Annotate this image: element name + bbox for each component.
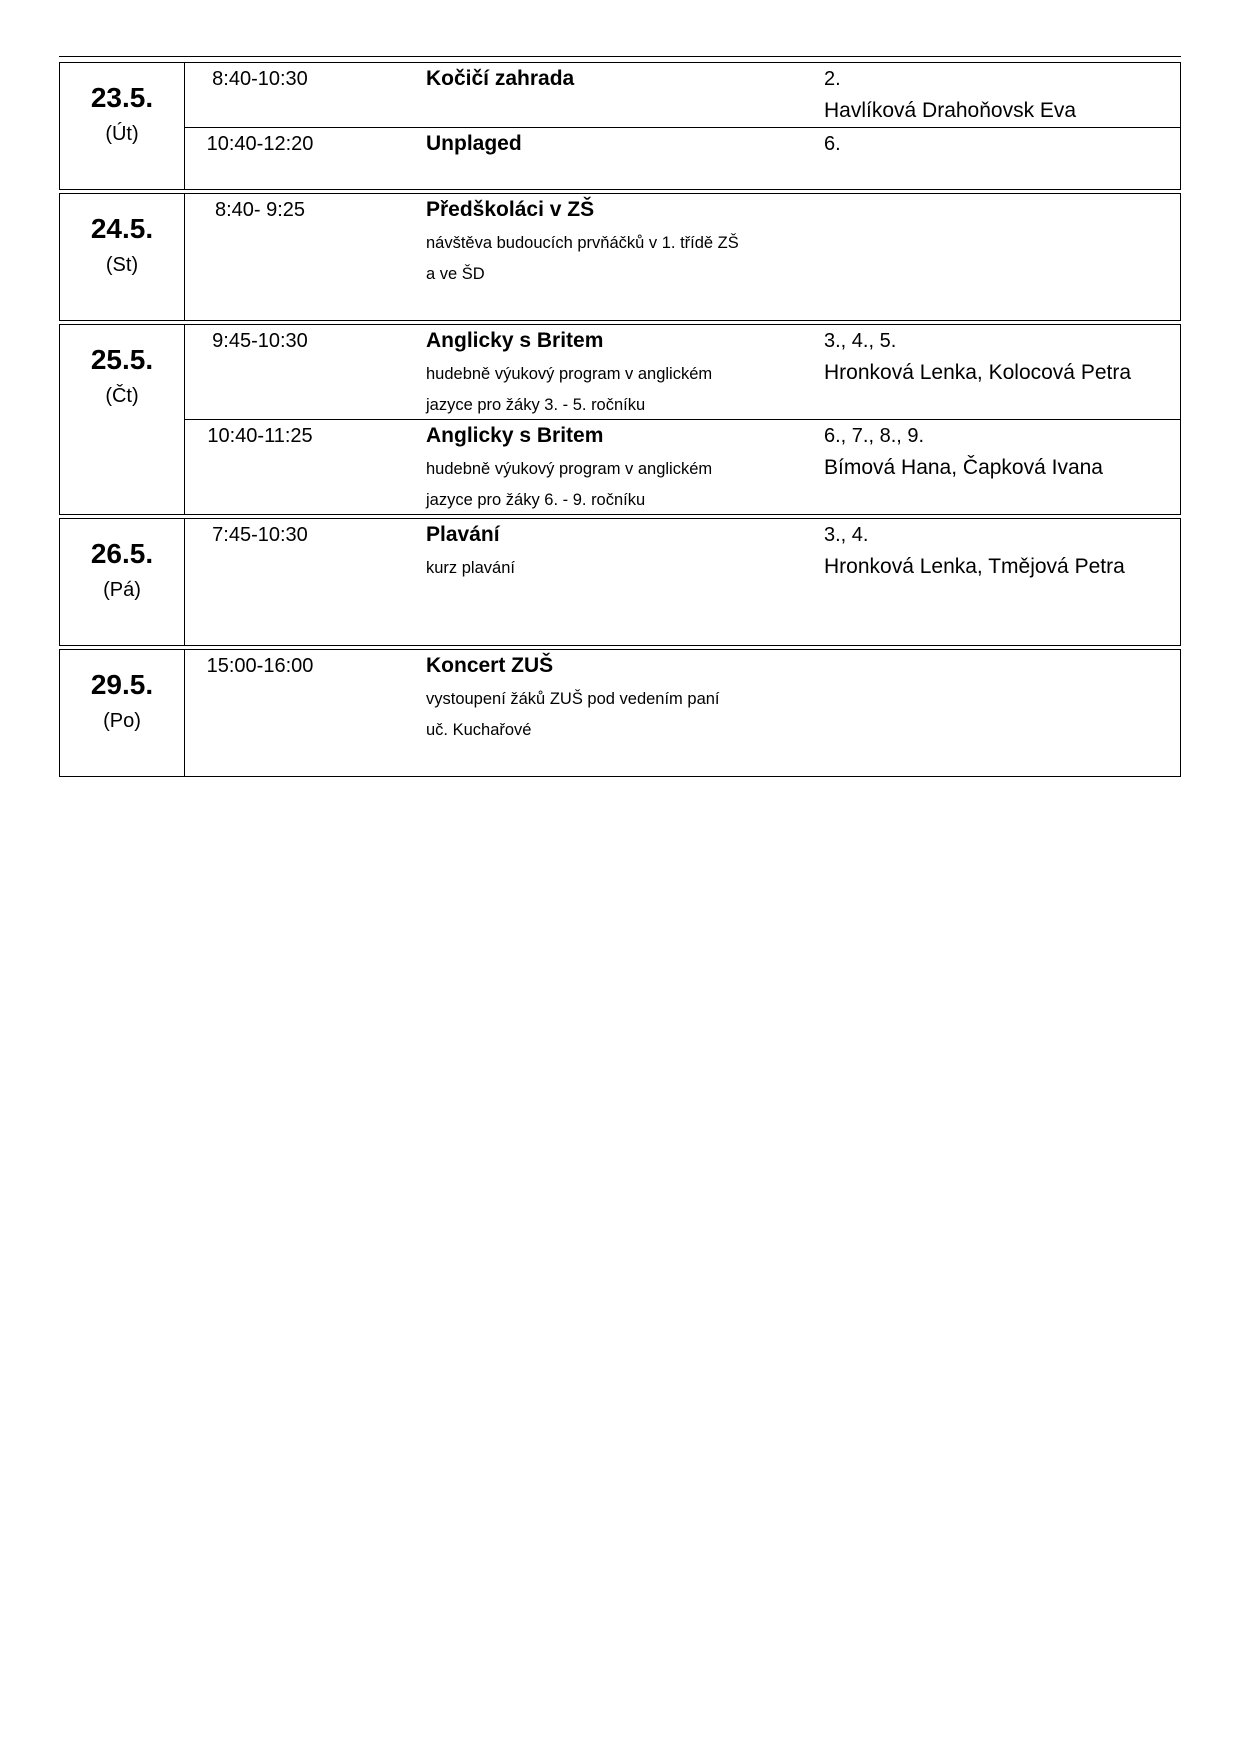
event-row (185, 650, 1180, 776)
event-title: Anglicky s Britem (426, 329, 604, 352)
event-description (426, 684, 720, 746)
date-cell (60, 650, 185, 776)
event-teachers: Havlíková Drahoňovsk Eva (824, 99, 1077, 122)
event-description (426, 359, 712, 421)
event-row (185, 127, 1180, 190)
event-description (426, 553, 515, 584)
date: 24.5. (90, 213, 154, 244)
event-description (426, 454, 712, 516)
description-line: a ve ŠD (426, 265, 485, 283)
day-block (59, 62, 1181, 190)
description-line: kurz plavání (426, 559, 515, 577)
date: 23.5. (90, 82, 154, 113)
date: 29.5. (90, 669, 154, 700)
day-block (59, 518, 1181, 646)
event-description (426, 228, 739, 290)
date-cell (60, 519, 185, 645)
date-cell (60, 325, 185, 514)
description-line: uč. Kuchařové (426, 721, 532, 739)
event-classes: 6., 7., 8., 9. (824, 425, 925, 447)
description-line: jazyce pro žáky 3. - 5. ročníku (426, 396, 646, 414)
day-block (59, 193, 1181, 321)
description-line: hudebně výukový program v anglickém (426, 460, 713, 478)
day-of-week: (Čt) (105, 385, 139, 407)
day-of-week: (Po) (103, 710, 141, 732)
event-teachers: Hronková Lenka, Tmějová Petra (824, 555, 1125, 578)
event-time: 15:00-16:00 (206, 655, 314, 677)
description-line: jazyce pro žáky 6. - 9. ročníku (426, 491, 646, 509)
day-block (59, 649, 1181, 777)
day-of-week: (Pá) (103, 579, 141, 601)
description-line: návštěva budoucích prvňáčků v 1. třídě ZŠ (426, 234, 739, 252)
date: 26.5. (90, 538, 154, 569)
description-line: hudebně výukový program v anglickém (426, 365, 713, 383)
top-rule (59, 56, 1181, 57)
event-time: 8:40- 9:25 (214, 199, 306, 221)
day-of-week: (St) (105, 254, 139, 276)
event-classes: 6. (824, 133, 841, 155)
event-title: Plavání (426, 523, 500, 546)
event-row (185, 63, 1180, 127)
event-classes: 3., 4. (824, 524, 869, 546)
event-row (185, 325, 1180, 419)
event-time: 9:45-10:30 (212, 330, 308, 352)
event-title: Kočičí zahrada (426, 67, 575, 90)
event-time: 10:40-11:25 (207, 425, 313, 447)
event-title: Předškoláci v ZŠ (426, 198, 595, 221)
event-classes: 3., 4., 5. (824, 330, 897, 352)
day-of-week: (Út) (105, 123, 139, 145)
event-row (185, 194, 1180, 320)
event-title: Anglicky s Britem (426, 424, 604, 447)
event-time: 10:40-12:20 (206, 133, 314, 155)
event-classes: 2. (824, 68, 841, 90)
event-title: Unplaged (426, 132, 522, 155)
date-cell (60, 194, 185, 320)
day-block (59, 324, 1181, 515)
event-title: Koncert ZUŠ (426, 654, 554, 677)
date: 25.5. (90, 344, 154, 375)
event-row (185, 519, 1180, 645)
date-cell (60, 63, 185, 189)
event-time: 7:45-10:30 (212, 524, 308, 546)
event-teachers: Bímová Hana, Čapková Ivana (824, 456, 1103, 479)
event-row (185, 419, 1180, 515)
event-teachers: Hronková Lenka, Kolocová Petra (824, 361, 1132, 384)
event-time: 8:40-10:30 (212, 68, 308, 90)
description-line: vystoupení žáků ZUŠ pod vedením paní (426, 690, 720, 708)
